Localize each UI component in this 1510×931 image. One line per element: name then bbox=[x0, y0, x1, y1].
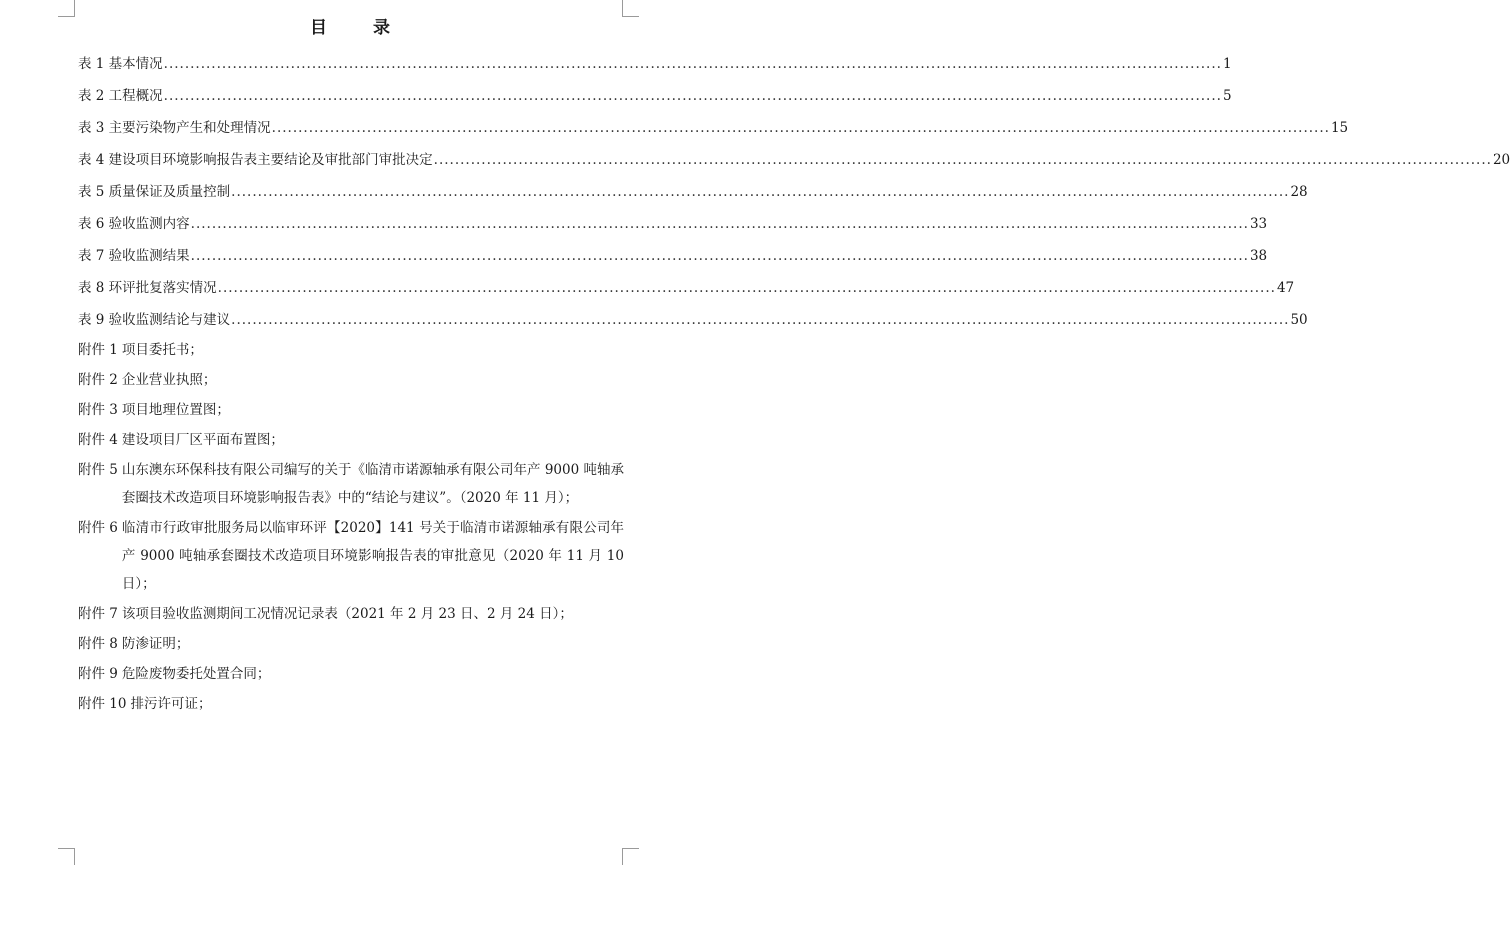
attachment-description: 该项目验收监测期间工况情况记录表（2021 年 2 月 23 日、2 月 24 日）； bbox=[121, 606, 573, 622]
attachment-item bbox=[78, 660, 624, 688]
attachment-item bbox=[78, 426, 624, 454]
attachment-number: 附件 6 bbox=[78, 520, 118, 536]
toc-entry-label: 表 2 工程概况 bbox=[78, 88, 163, 104]
attachment-item bbox=[78, 336, 624, 364]
toc-leader-dots: ........................................................................................................................................................................................................ bbox=[217, 280, 1276, 296]
attachment-number: 附件 7 bbox=[78, 606, 118, 622]
toc-entry[interactable] bbox=[78, 272, 1295, 304]
toc-page-number: 47 bbox=[1276, 280, 1295, 296]
toc-leader-dots: ........................................................................................................................................................................................................ bbox=[231, 312, 1290, 328]
attachment-description: 排污许可证； bbox=[130, 696, 212, 712]
attachment-number: 附件 8 bbox=[78, 636, 118, 652]
toc-page-number: 28 bbox=[1290, 184, 1308, 200]
attachment-description: 企业营业执照； bbox=[121, 372, 217, 388]
toc-page-number: 15 bbox=[1330, 120, 1349, 136]
attachment-number: 附件 9 bbox=[78, 666, 118, 682]
attachment-item bbox=[78, 514, 624, 598]
toc-entry-label: 表 7 验收监测结果 bbox=[78, 248, 190, 264]
attachment-list bbox=[78, 336, 624, 720]
toc-page-number: 50 bbox=[1290, 312, 1308, 328]
toc-page-number: 5 bbox=[1222, 88, 1232, 104]
attachment-description: 危险废物委托处置合同； bbox=[121, 666, 271, 682]
toc-entry[interactable] bbox=[78, 304, 1308, 336]
toc-page-number: 33 bbox=[1249, 216, 1268, 232]
toc-entry-label: 表 6 验收监测内容 bbox=[78, 216, 190, 232]
page-corner-mark-bottom-left bbox=[58, 848, 75, 865]
toc-entry-label: 表 1 基本情况 bbox=[78, 56, 163, 72]
toc-leader-dots: ........................................................................................................................................................................................................ bbox=[163, 56, 1222, 72]
attachment-number: 附件 5 bbox=[78, 462, 118, 478]
toc-entry-label: 表 8 环评批复落实情况 bbox=[78, 280, 217, 296]
toc-entry[interactable] bbox=[78, 48, 1232, 80]
toc-leader-dots: ........................................................................................................................................................................................................ bbox=[163, 88, 1222, 104]
toc-page-number: 20 bbox=[1492, 152, 1510, 168]
table-of-contents bbox=[78, 48, 1510, 336]
toc-entry-label: 表 9 验收监测结论与建议 bbox=[78, 312, 231, 328]
attachment-description: 建设项目厂区平面布置图； bbox=[121, 432, 284, 448]
toc-entry-label: 表 3 主要污染物产生和处理情况 bbox=[78, 120, 271, 136]
attachment-description: 临清市行政审批服务局以临审环评【2020】141 号关于临清市诺源轴承有限公司年产 9000 吨轴承套圈技术改造项目环境影响报告表的审批意见（2020 年 11 月 10 日）； bbox=[121, 520, 624, 592]
toc-page-number: 1 bbox=[1222, 56, 1232, 72]
attachment-item bbox=[78, 690, 624, 718]
attachment-number: 附件 3 bbox=[78, 402, 118, 418]
attachment-description: 山东澳东环保科技有限公司编写的关于《临清市诺源轴承有限公司年产 9000 吨轴承套圈技术改造项目环境影响报告表》中的“结论与建议”。（2020 年 11 月）； bbox=[121, 462, 624, 506]
toc-entry-label: 表 5 质量保证及质量控制 bbox=[78, 184, 231, 200]
toc-leader-dots: ........................................................................................................................................................................................................ bbox=[190, 216, 1249, 232]
attachment-item bbox=[78, 600, 624, 628]
page-corner-mark-bottom-right bbox=[622, 848, 639, 865]
attachment-number: 附件 1 bbox=[78, 342, 118, 358]
toc-entry[interactable] bbox=[78, 112, 1349, 144]
toc-entry[interactable] bbox=[78, 144, 1510, 176]
page-title: 目 录 bbox=[310, 18, 410, 38]
attachment-item bbox=[78, 456, 624, 512]
attachment-description: 防渗证明； bbox=[121, 636, 190, 652]
toc-page-number: 38 bbox=[1249, 248, 1268, 264]
attachment-item bbox=[78, 630, 624, 658]
toc-entry[interactable] bbox=[78, 80, 1232, 112]
toc-leader-dots: ........................................................................................................................................................................................................ bbox=[271, 120, 1330, 136]
toc-entry[interactable] bbox=[78, 208, 1268, 240]
attachment-item bbox=[78, 396, 624, 424]
toc-entry[interactable] bbox=[78, 176, 1308, 208]
toc-leader-dots: ........................................................................................................................................................................................................ bbox=[231, 184, 1290, 200]
toc-leader-dots: ........................................................................................................................................................................................................ bbox=[433, 152, 1492, 168]
attachment-item bbox=[78, 366, 624, 394]
toc-entry[interactable] bbox=[78, 240, 1268, 272]
attachment-number: 附件 2 bbox=[78, 372, 118, 388]
attachment-description: 项目地理位置图； bbox=[121, 402, 230, 418]
attachment-number: 附件 4 bbox=[78, 432, 118, 448]
toc-leader-dots: ........................................................................................................................................................................................................ bbox=[190, 248, 1249, 264]
toc-entry-label: 表 4 建设项目环境影响报告表主要结论及审批部门审批决定 bbox=[78, 152, 433, 168]
attachment-description: 项目委托书； bbox=[121, 342, 203, 358]
attachment-number: 附件 10 bbox=[78, 696, 127, 712]
